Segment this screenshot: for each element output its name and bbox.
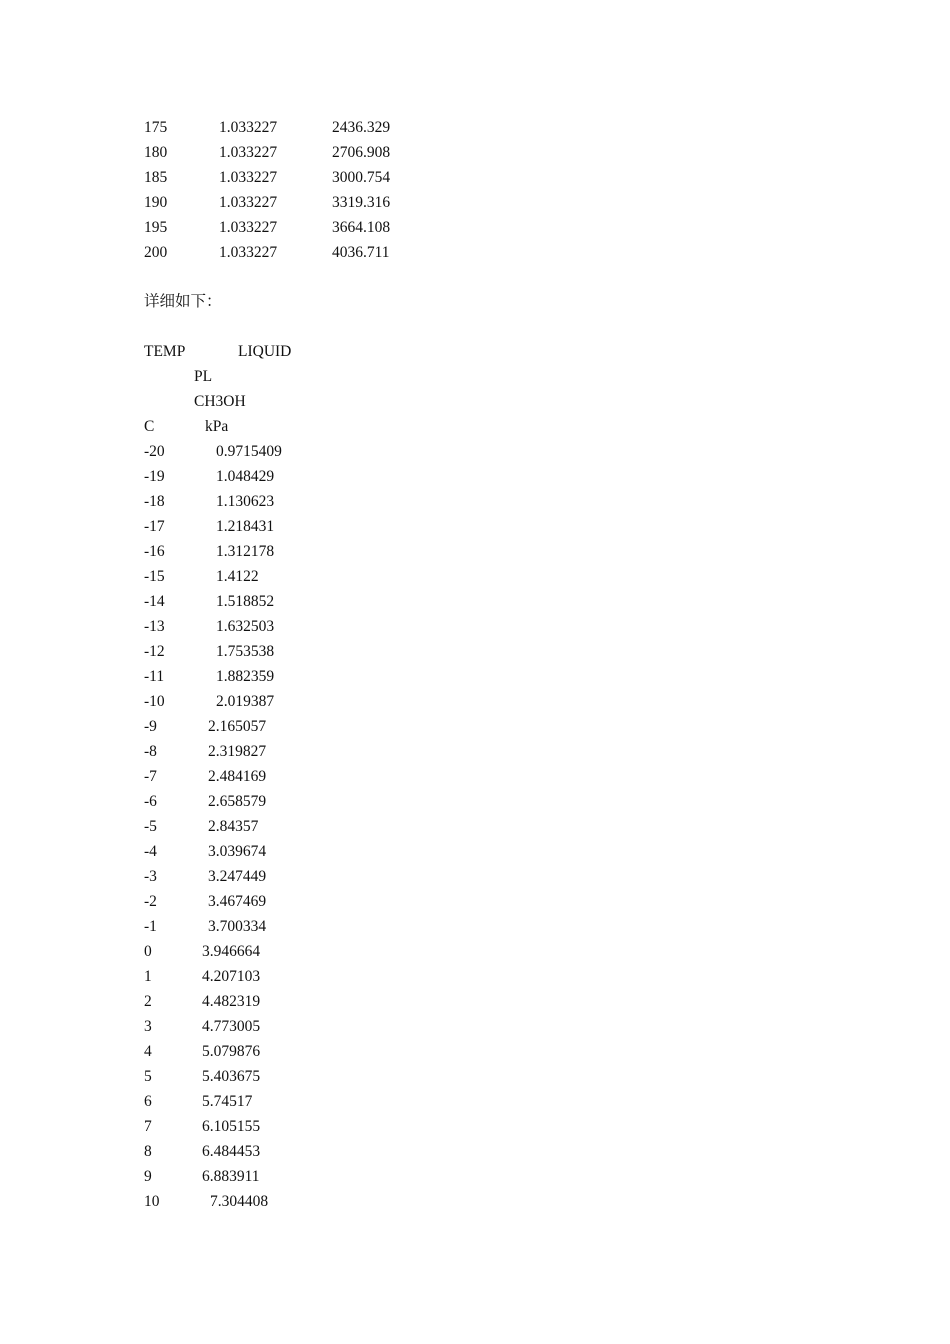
pressure-cell: 2.019387	[216, 693, 275, 710]
pl-header: PL	[194, 368, 213, 385]
temp-cell: 7	[144, 1118, 152, 1135]
temp-cell: 6	[144, 1093, 152, 1110]
temp-cell: -17	[144, 518, 165, 535]
pressure-cell: 3.700334	[208, 918, 267, 935]
pressure-cell: 1.130623	[216, 493, 275, 510]
temp-cell: -1	[144, 918, 157, 935]
value-cell: 3000.754	[332, 169, 391, 186]
temp-cell: -9	[144, 718, 157, 735]
temp-cell: 180	[144, 144, 168, 161]
temp-cell: -8	[144, 743, 157, 760]
temp-cell: -20	[144, 443, 165, 460]
value-cell: 2706.908	[332, 144, 391, 161]
pressure-cell: 1.218431	[216, 518, 275, 535]
pressure-cell: 1.753538	[216, 643, 275, 660]
temp-cell: -12	[144, 643, 165, 660]
details-heading: 详细如下：	[144, 293, 222, 310]
pressure-cell: 7.304408	[210, 1193, 269, 1210]
temp-unit: C	[144, 418, 155, 435]
liquid-header: LIQUID	[238, 343, 292, 360]
pressure-cell: 5.403675	[202, 1068, 261, 1085]
value-cell: 4036.711	[332, 244, 390, 261]
pressure-cell: 1.518852	[216, 593, 275, 610]
pressure-cell: 2.484169	[208, 768, 267, 785]
temp-cell: 175	[144, 119, 168, 136]
temp-cell: 185	[144, 169, 168, 186]
pressure-cell: 5.74517	[202, 1093, 253, 1110]
temp-cell: 195	[144, 219, 168, 236]
value-cell: 3319.316	[332, 194, 391, 211]
pressure-cell: 4.482319	[202, 993, 261, 1010]
value-cell: 1.033227	[219, 119, 278, 136]
pressure-cell: 3.946664	[202, 943, 261, 960]
temp-cell: 2	[144, 993, 152, 1010]
pressure-cell: 1.312178	[216, 543, 275, 560]
pressure-cell: 2.319827	[208, 743, 267, 760]
pressure-cell: 6.484453	[202, 1143, 261, 1160]
pressure-cell: 1.048429	[216, 468, 275, 485]
pressure-cell: 1.882359	[216, 668, 275, 685]
temp-cell: 9	[144, 1168, 152, 1185]
temp-header: TEMP	[144, 343, 186, 360]
temp-cell: -19	[144, 468, 165, 485]
value-cell: 1.033227	[219, 244, 278, 261]
pressure-cell: 3.467469	[208, 893, 267, 910]
value-cell: 1.033227	[219, 194, 278, 211]
pressure-cell: 3.039674	[208, 843, 267, 860]
pressure-cell: 2.658579	[208, 793, 267, 810]
temp-cell: -13	[144, 618, 165, 635]
value-cell: 1.033227	[219, 144, 278, 161]
temp-cell: 8	[144, 1143, 152, 1160]
temp-cell: -7	[144, 768, 157, 785]
pressure-cell: 6.883911	[202, 1168, 260, 1185]
temp-cell: 190	[144, 194, 168, 211]
temp-cell: -16	[144, 543, 165, 560]
pressure-cell: 5.079876	[202, 1043, 261, 1060]
value-cell: 1.033227	[219, 219, 278, 236]
pressure-cell: 0.9715409	[216, 443, 282, 460]
value-cell: 1.033227	[219, 169, 278, 186]
pressure-cell: 1.632503	[216, 618, 275, 635]
value-cell: 3664.108	[332, 219, 391, 236]
pressure-cell: 4.773005	[202, 1018, 261, 1035]
pressure-cell: 4.207103	[202, 968, 261, 985]
temp-cell: -10	[144, 693, 165, 710]
temp-cell: -3	[144, 868, 157, 885]
pressure-cell: 2.165057	[208, 718, 267, 735]
temp-cell: 5	[144, 1068, 152, 1085]
pressure-cell: 6.105155	[202, 1118, 261, 1135]
pressure-cell: 1.4122	[216, 568, 259, 585]
species-header: CH3OH	[194, 393, 246, 410]
temp-cell: 4	[144, 1043, 152, 1060]
temp-cell: 200	[144, 244, 168, 261]
temp-cell: 10	[144, 1193, 160, 1210]
pressure-cell: 3.247449	[208, 868, 267, 885]
value-cell: 2436.329	[332, 119, 391, 136]
temp-cell: -4	[144, 843, 157, 860]
temp-cell: -11	[144, 668, 165, 685]
temp-cell: 0	[144, 943, 152, 960]
temp-cell: -14	[144, 593, 165, 610]
temp-cell: 1	[144, 968, 152, 985]
temp-cell: -2	[144, 893, 157, 910]
temp-cell: -6	[144, 793, 157, 810]
temp-cell: -15	[144, 568, 165, 585]
temp-cell: -5	[144, 818, 157, 835]
pressure-cell: 2.84357	[208, 818, 259, 835]
temp-cell: -18	[144, 493, 165, 510]
pressure-unit: kPa	[205, 418, 229, 435]
temp-cell: 3	[144, 1018, 152, 1035]
